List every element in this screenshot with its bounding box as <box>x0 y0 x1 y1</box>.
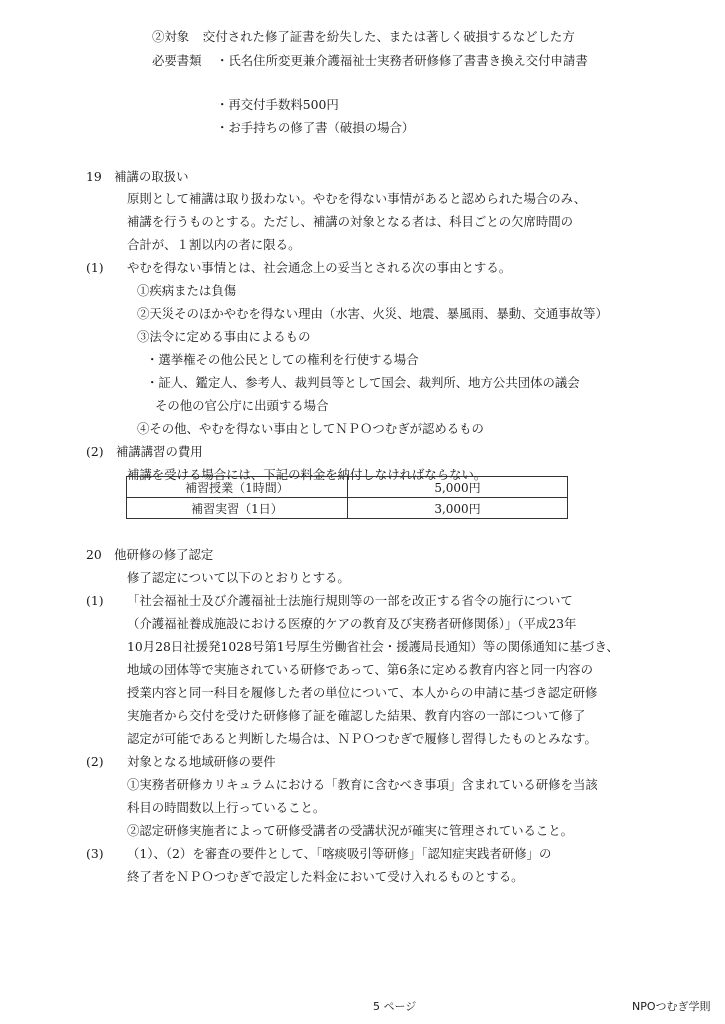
reason-item-1: ①疾病または負傷 <box>137 283 237 298</box>
s20-p1-line-2: （介護福祉養成施設における医療的ケアの教育及び実務者研修関係）」（平成23年 <box>127 616 577 631</box>
s20-intro: 修了認定について以下のとおりとする。 <box>127 570 350 585</box>
section-20-heading: 20 他研修の修了認定 <box>86 547 214 562</box>
s19-p2-text: 補講を受ける場合には、下記の料金を納付しなければならない。 <box>127 467 487 482</box>
s20-p2-heading: 対象となる地域研修の要件 <box>127 754 276 769</box>
target-head: ②対象 ： <box>152 29 214 44</box>
s20-p1-line-4: 地域の団体等で実施されている研修であって、第6条に定める教育内容と同一内容の <box>127 662 593 677</box>
page-number: 5 ページ <box>373 1000 417 1013</box>
s19-p1-num: (1) <box>86 260 104 275</box>
s19-intro-line-3: 合計が、１割以内の者に限る。 <box>127 237 301 252</box>
section-19-heading: 19 補講の取扱い <box>86 169 189 184</box>
s19-p2-heading: (2) 補講講習の費用 <box>86 444 203 459</box>
s19-intro-line-1: 原則として補講は取り扱わない。やむを得ない事情があると認められた場合のみ、 <box>127 191 587 206</box>
reason-item-2: ②天災そのほかやむを得ない理由（水害、火災、地震、暴風雨、暴動、交通事故等） <box>137 306 608 321</box>
s20-p1-line-1: 「社会福祉士及び介護福祉士法施行規則等の一部を改正する省令の施行について <box>127 593 573 608</box>
s20-p1-line-5: 授業内容と同一科目を履修した者の単位について、本人からの申請に基づき認定研修 <box>127 685 598 700</box>
s20-p3-line-2: 終了者をＮＰＯつむぎで設定した料金において受け入れるものとする。 <box>127 869 524 884</box>
s20-p1-num: (1) <box>86 593 104 608</box>
doc-item-1: ・氏名住所変更兼介護福祉士実務者研修修了書書き換え交付申請書 <box>216 53 588 68</box>
fee-table <box>126 476 568 519</box>
s20-p1-line-6: 実施者から交付を受けた研修修了証を確認した結果、教育内容の一部について修了 <box>127 708 586 723</box>
document-title: NPOつむぎ学則 <box>632 1000 711 1013</box>
doc-item-2: ・再交付手数料500円 <box>216 97 339 112</box>
fee-label: 補習授業（1時間） <box>127 477 348 498</box>
fee-row <box>127 498 568 519</box>
reason-subitem-1: ・選挙権その他公民としての権利を行使する場合 <box>146 352 419 367</box>
fee-price: 3,000円 <box>348 498 568 519</box>
reason-item-4: ④その他、やむを得ない事由としてＮＰＯつむぎが認めるもの <box>137 421 484 436</box>
reason-item-3: ③法令に定める事由によるもの <box>137 329 311 344</box>
s20-p2-line-3: ②認定研修実施者によって研修受講者の受講状況が確実に管理されていること。 <box>127 823 574 838</box>
docs-label: 必要書類 <box>152 53 202 68</box>
reason-subitem-2: ・証人、鑑定人、参考人、裁判員等として国会、裁判所、地方公共団体の議会 <box>146 375 580 390</box>
s20-p2-line-1: ①実務者研修カリキュラムにおける「教育に含むべき事項」含まれている研修を当該 <box>127 777 598 792</box>
s20-p1-line-7: 認定が可能であると判断した場合は、ＮＰＯつむぎで履修し習得したものとみなす。 <box>127 731 597 746</box>
s19-intro-line-2: 補講を行うものとする。ただし、補講の対象となる者は、科目ごとの欠席時間の <box>127 214 574 229</box>
fee-row <box>127 477 568 498</box>
reason-subitem-3: その他の官公庁に出頭する場合 <box>155 398 329 413</box>
s20-p2-line-2: 科目の時間数以上行っていること。 <box>127 800 326 815</box>
fee-price: 5,000円 <box>348 477 568 498</box>
s20-p1-line-3: 10月28日社援発1028号第1号厚生労働省社会・援護局長通知）等の関係通知に基づき、 <box>127 639 619 654</box>
target-text: 交付された修了証書を紛失した、または著しく破損するなどした方 <box>203 29 575 44</box>
s20-p3-num: (3) <box>86 846 104 861</box>
s20-p3-line-1: （1）、（2）を審査の要件として、「喀痰吸引等研修」「認知症実践者研修」の <box>127 846 552 861</box>
s19-p1-text: やむを得ない事情とは、社会通念上の妥当とされる次の事由とする。 <box>127 260 512 275</box>
doc-item-3: ・お手持ちの修了書（破損の場合） <box>216 120 415 135</box>
s20-p2-num: (2) <box>86 754 104 769</box>
fee-label: 補習実習（1日） <box>127 498 348 519</box>
